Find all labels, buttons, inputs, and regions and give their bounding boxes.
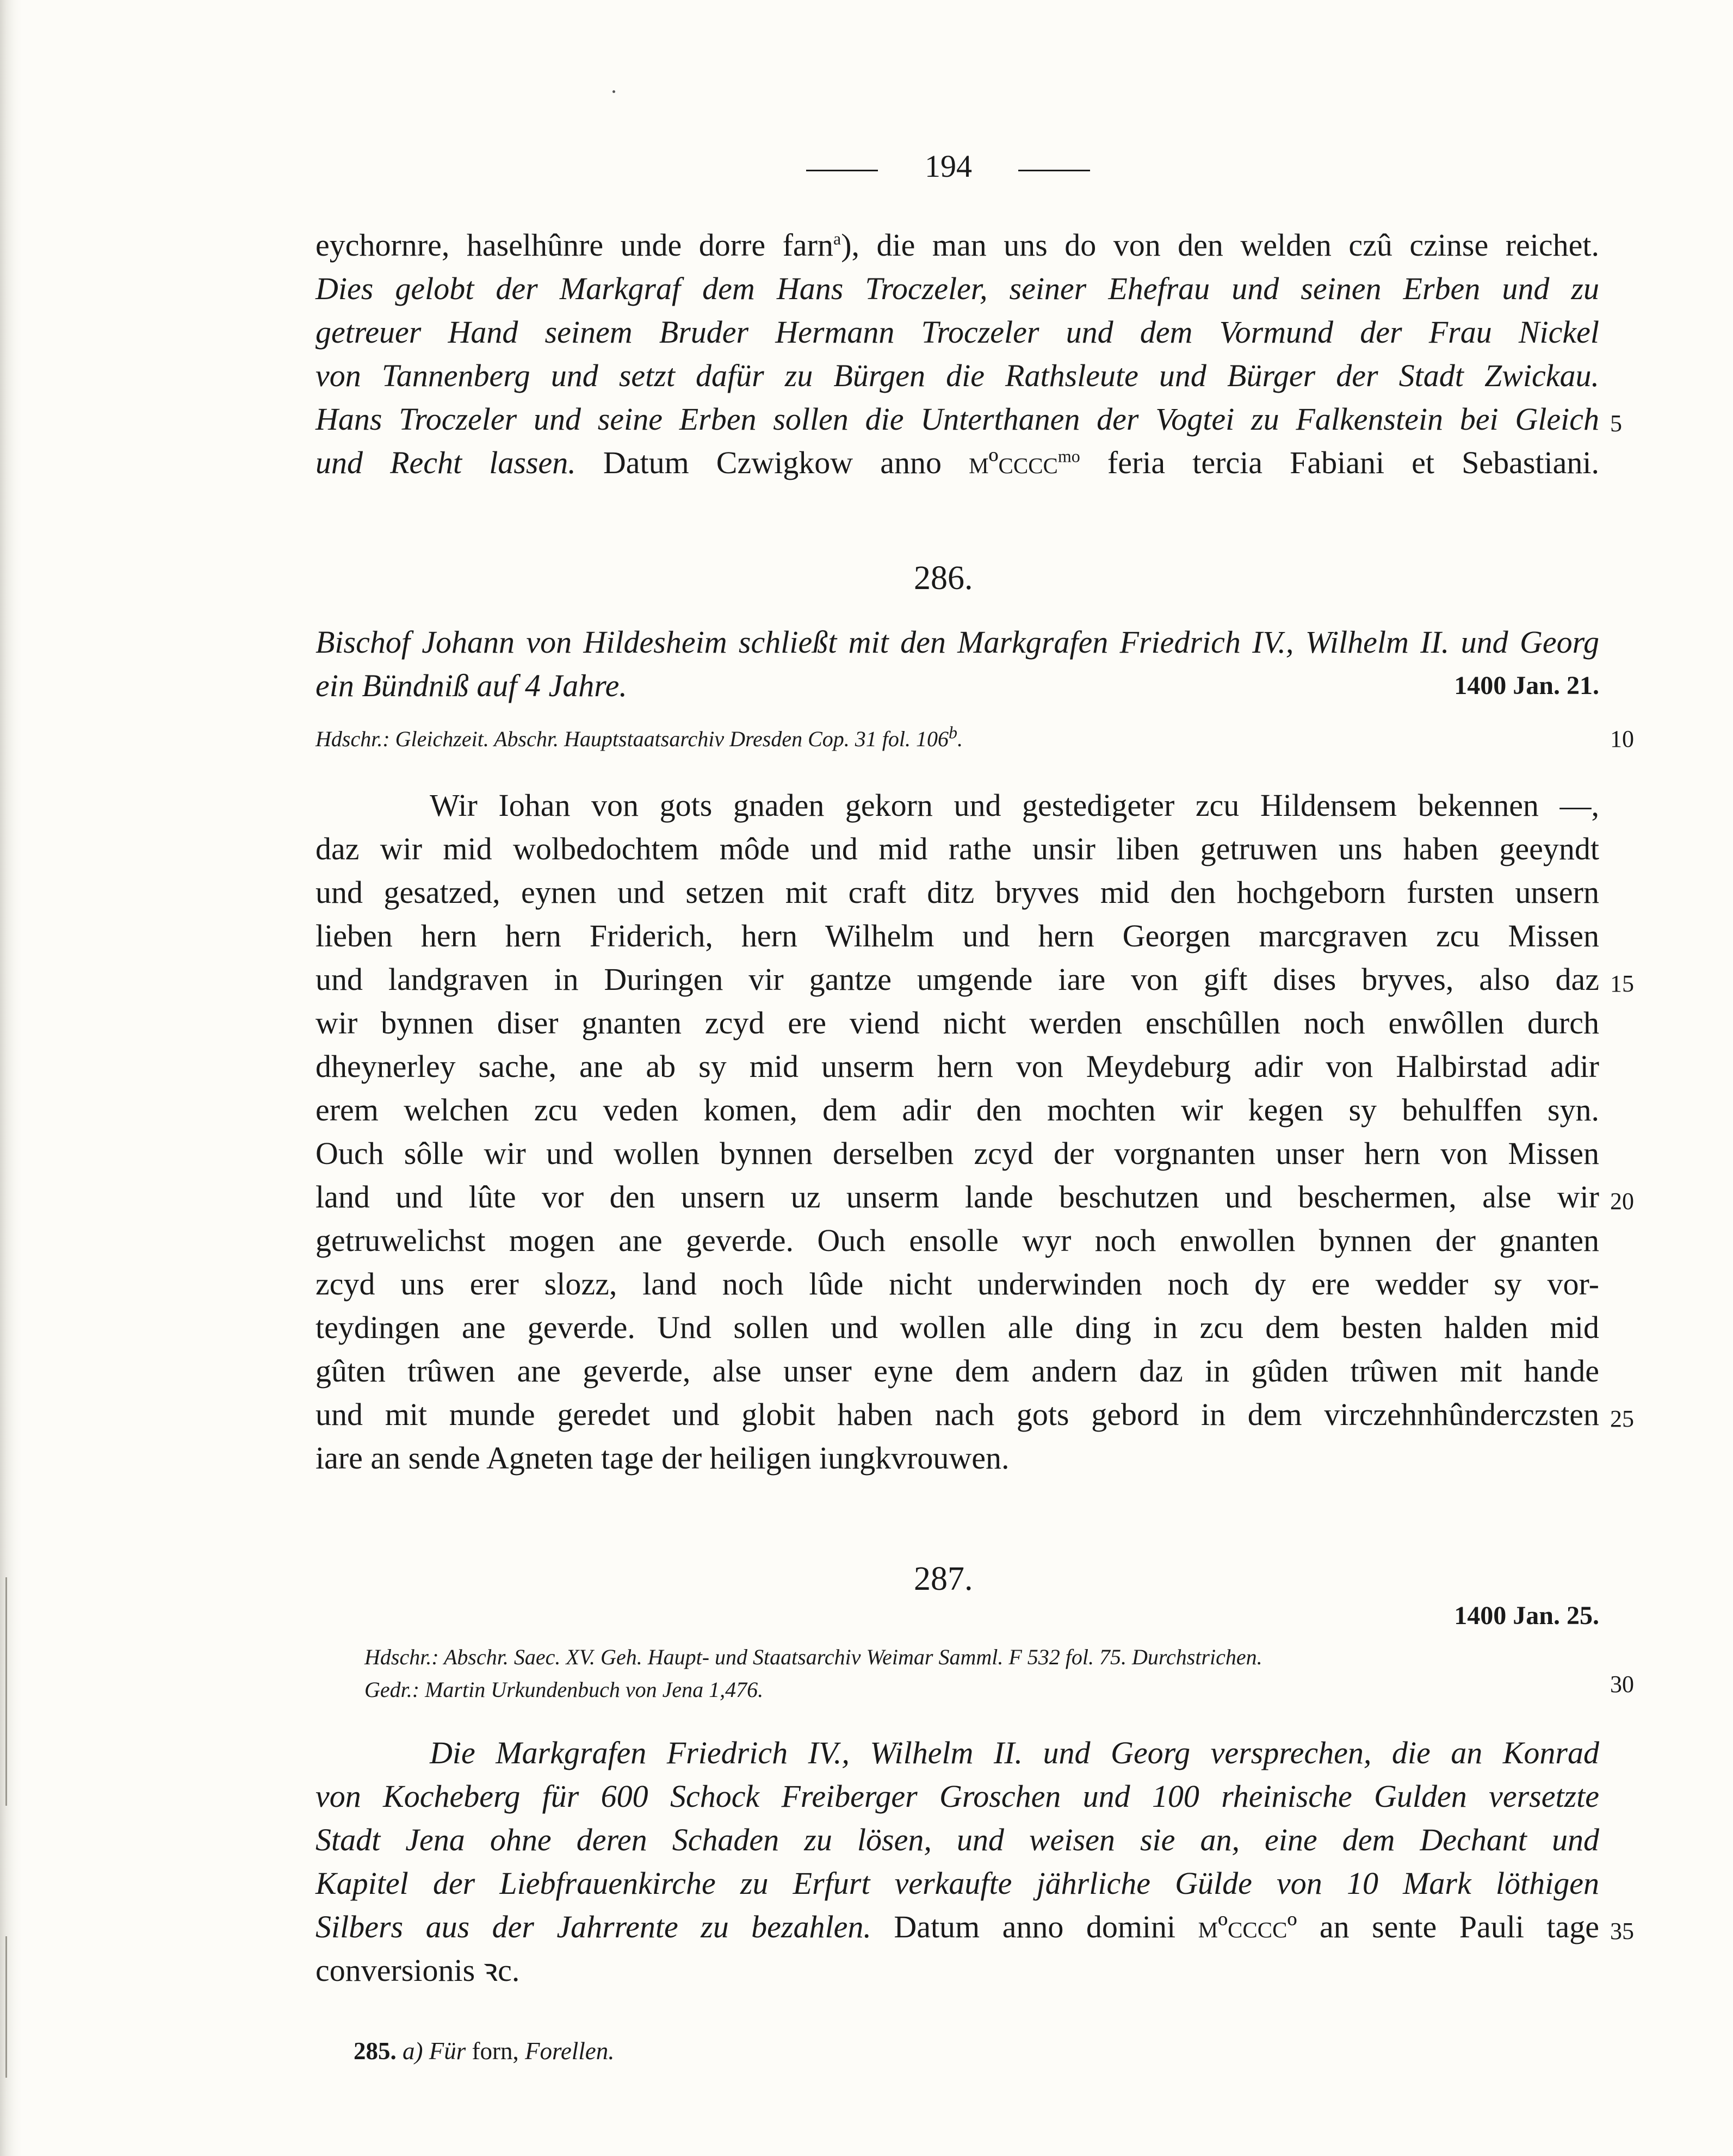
doc-287-regest-line-1: Die Markgrafen Friedrich IV., Wilhelm II. und Georg versprechen, die an Konrad — [430, 1735, 1599, 1770]
line-number-35: 35 — [1610, 1918, 1634, 1944]
doc-287-source-2: Gedr.: Martin Urkundenbuch von Jena 1,476. — [364, 1677, 764, 1702]
doc-286-text-line-16: iare an sende Agneten tage der heiligen iungkvrouwen. — [315, 1440, 1010, 1476]
line-number-10: 10 — [1610, 726, 1634, 752]
doc-286-text-line-9: Ouch sôlle wir und wollen bynnen derselben zcyd der vorgnanten unser hern von Missen — [315, 1136, 1599, 1171]
doc-287-final-line: conversionis ꝛc. — [315, 1953, 520, 1988]
intro-line-1: eychornre, haselhûnre unde dorre farn$^a$), die man uns do von den welden czû czinse reichet. — [315, 227, 1599, 263]
doc-287-regest-line-4: Kapitel der Liebfrauenkirche zu Erfurt verkaufte jährliche Gülde von 10 Mark löthigen — [315, 1866, 1599, 1901]
line-number-20: 20 — [1610, 1188, 1634, 1215]
doc-287-number: 287. — [914, 1560, 973, 1597]
doc-286-text-line-5: und landgraven in Duringen vir gantze umgende iare von gift dises bryves, also daz — [315, 962, 1599, 997]
doc-286-text-line-8: erem welchen zcu veden komen, dem adir den mochten wir kegen sy behulffen syn. — [315, 1092, 1599, 1127]
doc-287-regest-line-3: Stadt Jena ohne deren Schaden zu lösen, und weisen sie an, eine dem Dechant und — [315, 1822, 1599, 1857]
intro-line-4: von Tannenberg und setzt dafür zu Bürgen die Rathsleute und Bürger der Stadt Zwickau. — [315, 358, 1599, 393]
page-header-rule-left — [806, 170, 878, 171]
intro-line-6: und Recht lassen. Datum Czwigkow anno mºcccc$^{mo}$ feria tercia Fabiani et Sebastiani. — [315, 445, 1600, 480]
intro-line-3: getreuer Hand seinem Bruder Hermann Troczeler und dem Vormund der Frau Nickel — [315, 314, 1599, 350]
doc-286-text-line-6: wir bynnen diser gnanten zcyd ere viend nicht werden enschûllen noch enwôllen durch — [315, 1005, 1599, 1040]
line-number-25: 25 — [1610, 1405, 1634, 1432]
doc-287-date: 1400 Jan. 25. — [1454, 1601, 1599, 1630]
doc-286-text-line-1: Wir Iohan von gots gnaden gekorn und gestedigeter zcu Hildensem bekennen —, — [430, 788, 1599, 823]
intro-line-5: Hans Troczeler und seine Erben sollen die Unterthanen der Vogtei zu Falkenstein bei Gleich — [315, 401, 1599, 437]
footnote: 285. a) Für forn, Forellen. — [354, 2037, 615, 2065]
doc-286-text-line-15: und mit munde geredet und globit haben nach gots gebord in dem virczehnhûnderczsten — [315, 1397, 1599, 1432]
doc-286-text-line-4: lieben hern hern Friderich, hern Wilhelm und hern Georgen marcgraven zcu Missen — [315, 918, 1599, 953]
page-number: 194 — [925, 148, 972, 184]
doc-286-regest-line-2: ein Bündniß auf 4 Jahre. — [315, 668, 627, 703]
doc-286-text-line-7: dheynerley sache, ane ab sy mid unserm hern von Meydeburg adir von Halbirstad adir — [315, 1049, 1599, 1084]
doc-286-source: Hdschr.: Gleichzeit. Abschr. Hauptstaatsarchiv Dresden Cop. 31 fol. 106$^b$. — [315, 722, 963, 751]
doc-286-text-line-14: gûten trûwen ane geverde, alse unser eyne dem andern daz in gûden trûwen mit hande — [315, 1353, 1599, 1389]
doc-286-text-line-13: teydingen ane geverde. Und sollen und wollen alle ding in zcu dem besten halden mid — [315, 1310, 1599, 1345]
doc-286-text-line-11: getruwelichst mogen ane geverde. Ouch ensolle wyr noch enwollen bynnen der gnanten — [315, 1223, 1599, 1258]
doc-286-text-line-12: zcyd uns erer slozz, land noch lûde nicht underwinden noch dy ere wedder sy vor- — [315, 1266, 1599, 1302]
doc-287-regest-line-5: Silbers aus der Jahrrente zu bezahlen. Datum anno domini mºccccº an sente Pauli tage — [315, 1909, 1599, 1944]
doc-286-text-line-2: daz wir mid wolbedochtem môde und mid rathe unsir liben getruwen uns haben geeyndt — [315, 831, 1599, 866]
doc-286-text-line-3: und gesatzed, eynen und setzen mit craft ditz bryves mid den hochgeborn fursten unsern — [315, 875, 1599, 910]
doc-286-number: 286. — [914, 560, 973, 597]
line-number-15: 15 — [1610, 970, 1634, 997]
intro-line-2: Dies gelobt der Markgraf dem Hans Troczeler, seiner Ehefrau und seinen Erben und zu — [315, 271, 1599, 306]
line-number-5: 5 — [1610, 410, 1622, 437]
page-header-rule-right — [1018, 170, 1090, 171]
doc-286-text-line-10: land und lûte vor den unsern uz unserm lande beschutzen und beschermen, alse wir — [315, 1179, 1599, 1215]
doc-287-regest-line-2: von Kocheberg für 600 Schock Freiberger Groschen und 100 rheinische Gulden versetzte — [315, 1779, 1599, 1814]
doc-286-regest-line-1: Bischof Johann von Hildesheim schließt mit den Markgrafen Friedrich IV., Wilhelm II. und Georg — [315, 624, 1599, 660]
doc-287-source-1: Hdschr.: Abschr. Saec. XV. Geh. Haupt- und Staatsarchiv Weimar Samml. F 532 fol. 75. Durchstrichen. — [364, 1645, 1262, 1669]
doc-286-date: 1400 Jan. 21. — [1454, 671, 1599, 700]
line-number-30: 30 — [1610, 1671, 1634, 1697]
